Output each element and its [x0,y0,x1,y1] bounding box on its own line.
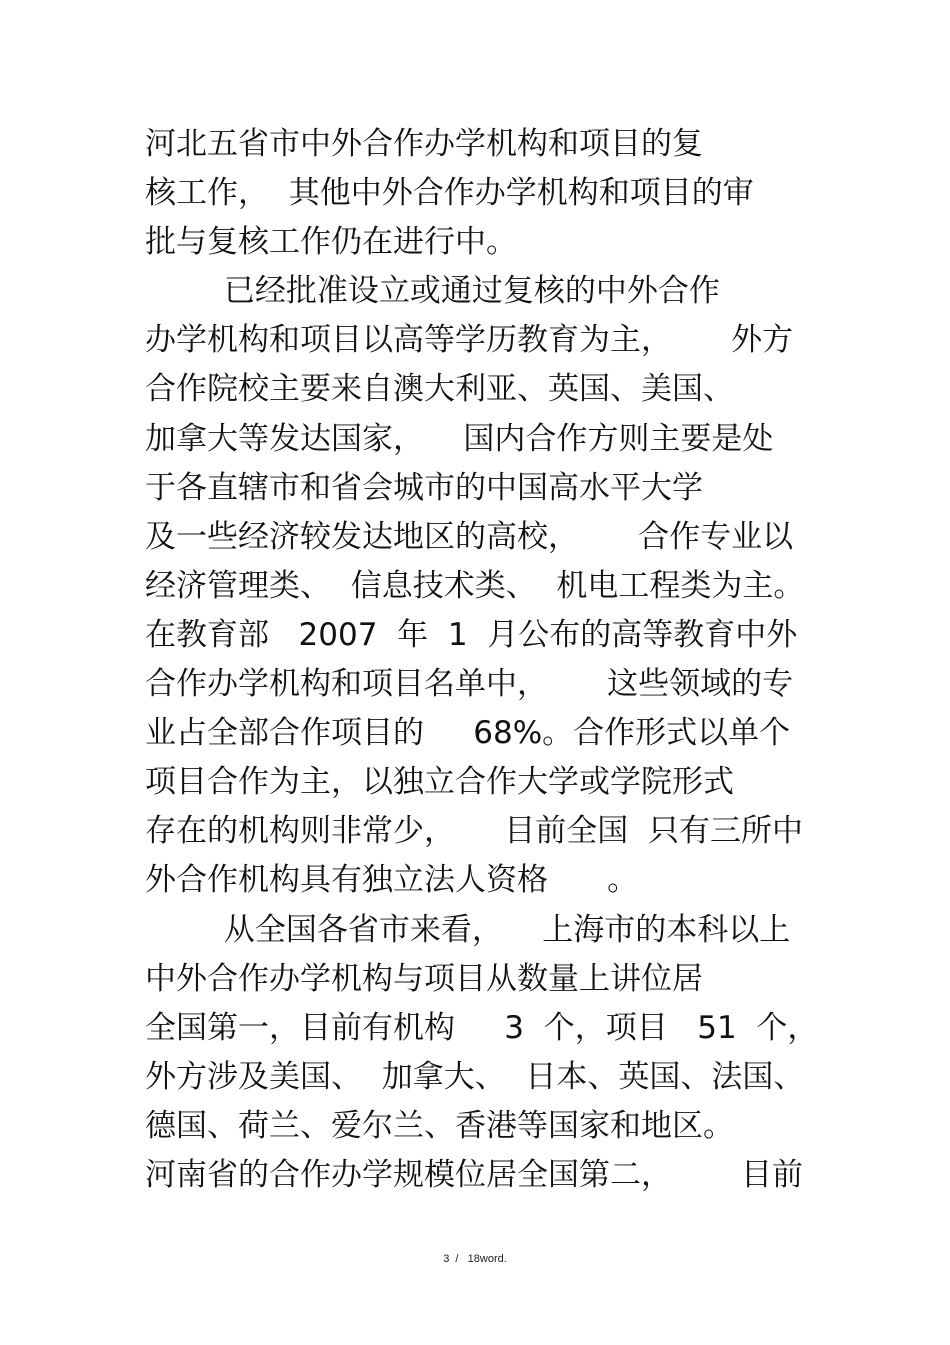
text-line: 已经批准设立或通过复核的中外合作 [145,273,720,310]
text-line: 河南省的合作办学规模位居全国第二， 目前 [145,1156,803,1193]
text-line: 全国第一，目前有机构 3 个，项目 51 个， [145,1009,819,1046]
text-line: 办学机构和项目以高等学历教育为主， 外方 [145,322,794,359]
text-line: 在教育部 2007 年 1 月公布的高等教育中外 [145,616,798,653]
text-line: 外合作机构具有独立法人资格 。 [145,862,639,899]
text-line: 合作办学机构和项目名单中， 这些领域的专 [145,666,794,703]
text-line: 外方涉及美国、 加拿大、 日本、英国、法国、 [145,1058,805,1095]
text-line: 及一些经济较发达地区的高校， 合作专业以 [145,518,794,555]
text-line: 河北五省市中外合作办学机构和项目的复 [145,126,703,162]
text-line: 核工作， 其他中外合作办学机构和项目的审 [145,175,754,212]
text-line: 中外合作办学机构与项目从数量上讲位居 [145,960,703,997]
body-text [145,120,819,1200]
text-line: 加拿大等发达国家， 国内合作方则主要是处 [145,420,774,457]
page-number-footer: 3 / 18word. [443,1253,507,1265]
text-line: 经济管理类、 信息技术类、 机电工程类为主。 [145,567,805,604]
text-line: 从全国各省市来看， 上海市的本科以上 [145,911,791,948]
text-line: 项目合作为主，以独立合作大学或学院形式 [145,764,734,801]
text-line: 业占全部合作项目的 68%。合作形式以单个 [145,715,791,752]
text-line: 存在的机构则非常少， 目前全国 只有三所中 [145,813,803,850]
text-line: 德国、荷兰、爱尔兰、香港等国家和地区。 [145,1107,734,1144]
text-line: 批与复核工作仍在进行中。 [145,224,517,261]
text-line: 于各直辖市和省会城市的中国高水平大学 [145,469,703,506]
text-line: 合作院校主要来自澳大利亚、英国、美国、 [145,371,734,408]
